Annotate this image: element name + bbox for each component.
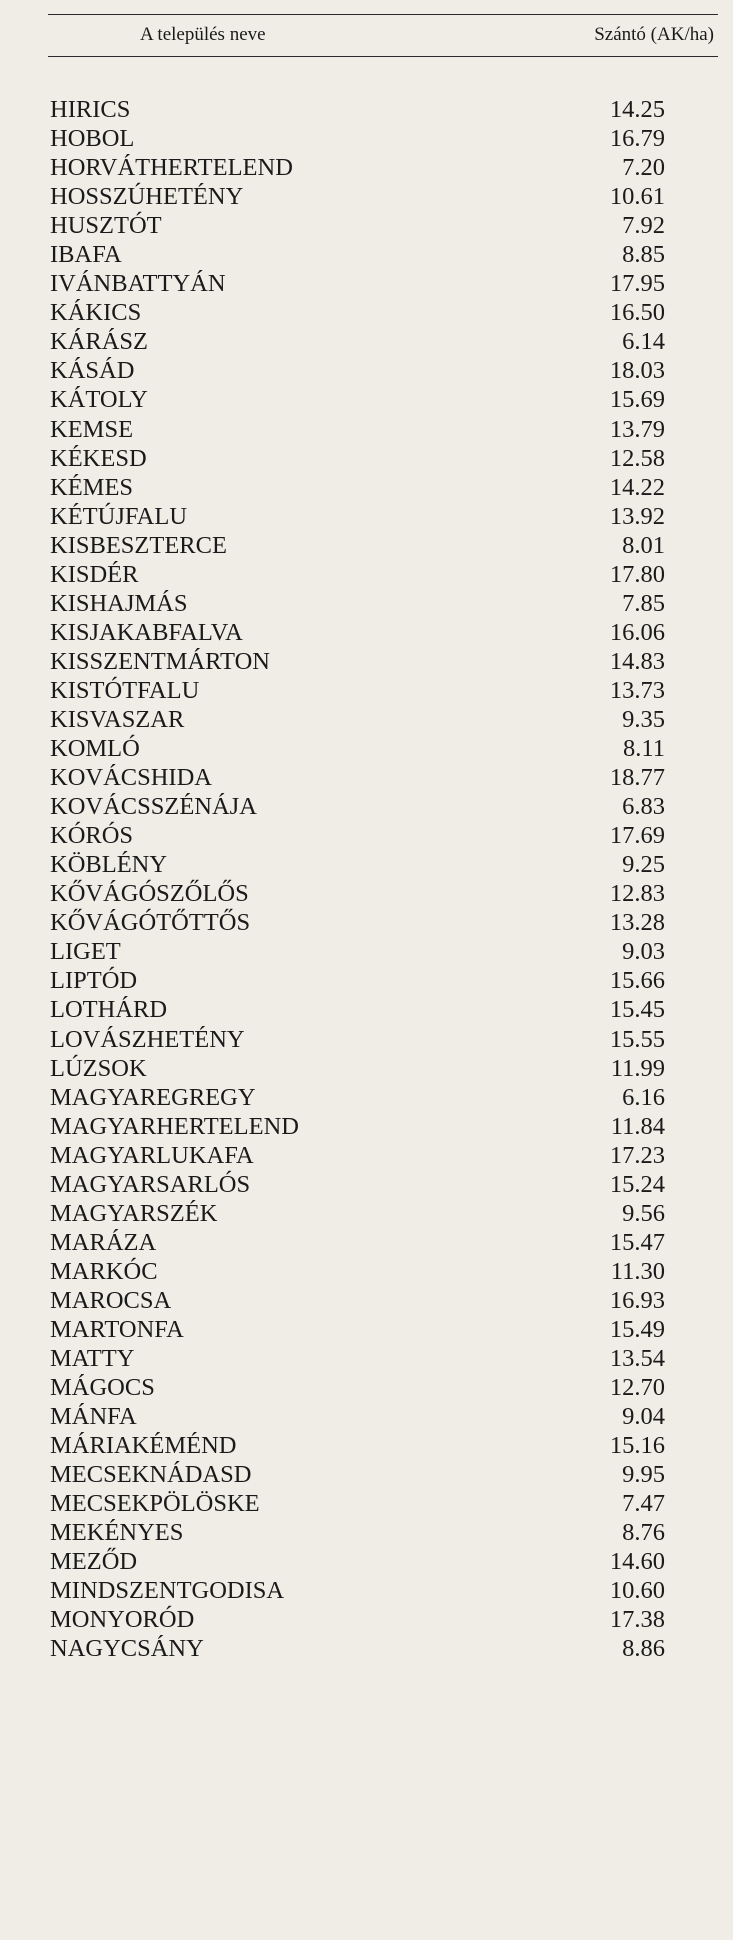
settlement-name: MARÁZA	[50, 1228, 157, 1256]
settlement-name: NAGYCSÁNY	[50, 1635, 204, 1663]
table-row	[0, 1576, 733, 1605]
table-row	[0, 1257, 733, 1286]
settlement-name: KÉTÚJFALU	[50, 502, 188, 530]
header-arable-value: Szántó (AK/ha)	[594, 24, 714, 45]
arable-value: 6.83	[622, 793, 665, 821]
settlement-name: MAGYARLUKAFA	[50, 1141, 254, 1169]
arable-value: 9.04	[622, 1403, 665, 1431]
settlement-name: MÁGOCS	[50, 1374, 155, 1402]
table-row	[0, 211, 733, 240]
settlement-name: KÁSÁD	[50, 357, 135, 385]
arable-value: 15.16	[609, 1432, 665, 1460]
arable-value: 12.70	[609, 1374, 665, 1402]
table-row	[0, 618, 733, 647]
settlement-name: MECSEKNÁDASD	[50, 1461, 252, 1489]
arable-value: 9.95	[622, 1461, 665, 1489]
settlement-name: HUSZTÓT	[50, 212, 162, 240]
settlement-name: MAROCSA	[50, 1286, 172, 1314]
table-row	[0, 356, 733, 385]
settlement-name: IBAFA	[50, 241, 122, 269]
settlement-name: HORVÁTHERTELEND	[50, 154, 293, 182]
arable-value: 15.47	[609, 1228, 665, 1256]
table-row	[0, 502, 733, 531]
table-row	[0, 966, 733, 995]
table-row	[0, 1518, 733, 1547]
arable-value: 11.30	[610, 1257, 665, 1285]
settlement-name: KÉMES	[50, 473, 134, 501]
table-row	[0, 995, 733, 1024]
table-body	[0, 95, 733, 1664]
table-row	[0, 1141, 733, 1170]
arable-value: 7.47	[622, 1490, 665, 1518]
arable-value: 18.03	[609, 357, 665, 385]
table-row	[0, 1634, 733, 1663]
table-row	[0, 879, 733, 908]
arable-value: 9.35	[622, 705, 665, 733]
settlement-name: KOVÁCSHIDA	[50, 764, 212, 792]
table-row	[0, 821, 733, 850]
arable-value: 14.25	[609, 96, 665, 123]
table-row	[0, 1402, 733, 1431]
arable-value: 6.14	[622, 328, 665, 356]
table-row	[0, 1460, 733, 1489]
settlement-name: KÉKESD	[50, 444, 147, 472]
settlement-name: MÁRIAKÉMÉND	[50, 1432, 237, 1460]
settlement-name: KISVASZAR	[50, 705, 185, 733]
arable-value: 17.80	[609, 560, 665, 588]
table-top-rule	[48, 14, 718, 15]
settlement-name: KÖBLÉNY	[50, 851, 168, 879]
arable-value: 17.69	[609, 822, 665, 850]
arable-value: 15.24	[609, 1170, 665, 1198]
arable-value: 10.60	[609, 1577, 665, 1605]
table-row	[0, 153, 733, 182]
arable-value: 15.69	[609, 386, 665, 414]
table-row	[0, 1547, 733, 1576]
table-row	[0, 908, 733, 937]
arable-value: 8.01	[622, 531, 665, 559]
settlement-name: MAGYAREGREGY	[50, 1083, 256, 1111]
arable-value: 8.11	[623, 735, 665, 763]
settlement-name: LOVÁSZHETÉNY	[50, 1025, 245, 1053]
table-row	[0, 1025, 733, 1054]
settlement-name: KISTÓTFALU	[50, 676, 200, 704]
arable-value: 7.20	[622, 154, 665, 182]
table-row	[0, 95, 733, 124]
settlement-name: HOSSZÚHETÉNY	[50, 183, 244, 211]
arable-value: 13.28	[609, 909, 665, 937]
settlement-name: HIRICS	[50, 96, 131, 123]
header-settlement-name: A település neve	[140, 24, 266, 45]
table-row	[0, 1083, 733, 1112]
arable-value: 17.38	[609, 1606, 665, 1634]
table-row	[0, 385, 733, 414]
settlement-name: KEMSE	[50, 415, 134, 443]
arable-value: 14.83	[609, 647, 665, 675]
table-header	[48, 24, 718, 50]
settlement-name: MÁNFA	[50, 1403, 137, 1431]
arable-value: 15.45	[609, 996, 665, 1024]
arable-value: 6.16	[622, 1083, 665, 1111]
arable-value: 14.22	[609, 473, 665, 501]
settlement-name: KOVÁCSSZÉNÁJA	[50, 793, 257, 821]
settlement-name: MATTY	[50, 1345, 135, 1373]
table-header-rule	[48, 56, 718, 57]
table-row	[0, 1344, 733, 1373]
table-row	[0, 763, 733, 792]
table-row	[0, 560, 733, 589]
table-row	[0, 298, 733, 327]
settlement-name: KISDÉR	[50, 560, 139, 588]
table-row	[0, 1489, 733, 1518]
arable-value: 13.54	[609, 1345, 665, 1373]
settlement-name: KISBESZTERCE	[50, 531, 227, 559]
arable-value: 12.83	[609, 880, 665, 908]
settlement-name: KÁKICS	[50, 299, 142, 327]
arable-value: 9.56	[622, 1199, 665, 1227]
settlement-name: MARTONFA	[50, 1315, 184, 1343]
settlement-name: LIPTÓD	[50, 967, 138, 995]
settlement-name: KŐVÁGÓSZŐLŐS	[50, 880, 249, 908]
arable-value: 18.77	[609, 764, 665, 792]
table-row	[0, 792, 733, 821]
arable-value: 7.85	[622, 589, 665, 617]
table-row	[0, 1112, 733, 1141]
arable-value: 13.73	[609, 676, 665, 704]
settlement-name: MECSEKPÖLÖSKE	[50, 1490, 260, 1518]
settlement-name: LIGET	[50, 938, 121, 966]
settlement-name: KÁRÁSZ	[50, 328, 149, 356]
arable-value: 17.23	[609, 1141, 665, 1169]
arable-value: 14.60	[609, 1548, 665, 1576]
arable-value: 10.61	[609, 183, 665, 211]
settlement-name: MAGYARHERTELEND	[50, 1112, 299, 1140]
table-row	[0, 1170, 733, 1199]
settlement-name: MONYORÓD	[50, 1606, 195, 1634]
settlement-name: KOMLÓ	[50, 735, 140, 763]
table-row	[0, 705, 733, 734]
table-row	[0, 1286, 733, 1315]
table-row	[0, 1605, 733, 1634]
settlement-name: HOBOL	[50, 125, 135, 153]
arable-value: 15.66	[609, 967, 665, 995]
settlement-name: KÓRÓS	[50, 822, 134, 850]
table-row	[0, 589, 733, 618]
settlement-name: MAGYARSARLÓS	[50, 1170, 251, 1198]
table-row	[0, 1431, 733, 1460]
table-row	[0, 1199, 733, 1228]
settlement-name: KISSZENTMÁRTON	[50, 647, 270, 675]
settlement-name: KÁTOLY	[50, 386, 148, 414]
table-row	[0, 1373, 733, 1402]
arable-value: 16.50	[609, 299, 665, 327]
table-row	[0, 327, 733, 356]
table-row	[0, 473, 733, 502]
arable-value: 16.79	[609, 125, 665, 153]
settlement-name: KŐVÁGÓTŐTTŐS	[50, 909, 251, 937]
settlement-name: IVÁNBATTYÁN	[50, 270, 226, 298]
table-row	[0, 531, 733, 560]
arable-value: 9.03	[622, 938, 665, 966]
arable-value: 13.92	[609, 502, 665, 530]
arable-value: 11.99	[610, 1054, 665, 1082]
arable-value: 8.85	[622, 241, 665, 269]
table-row	[0, 124, 733, 153]
table-row	[0, 1228, 733, 1257]
settlement-name: LOTHÁRD	[50, 996, 168, 1024]
table-row	[0, 937, 733, 966]
settlement-name: KISJAKABFALVA	[50, 618, 243, 646]
table-row	[0, 415, 733, 444]
arable-value: 8.86	[622, 1635, 665, 1663]
settlement-name: LÚZSOK	[50, 1054, 147, 1082]
settlement-name: MEKÉNYES	[50, 1519, 184, 1547]
settlement-name: MINDSZENTGODISA	[50, 1577, 285, 1605]
table-row	[0, 240, 733, 269]
table-row	[0, 1315, 733, 1344]
settlement-name: MEZŐD	[50, 1548, 138, 1576]
arable-value: 16.93	[609, 1286, 665, 1314]
arable-value: 11.84	[610, 1112, 665, 1140]
settlement-name: KISHAJMÁS	[50, 589, 188, 617]
arable-value: 15.49	[609, 1315, 665, 1343]
table-row	[0, 734, 733, 763]
table-row	[0, 676, 733, 705]
arable-value: 9.25	[622, 851, 665, 879]
arable-value: 17.95	[609, 270, 665, 298]
arable-value: 12.58	[609, 444, 665, 472]
arable-value: 8.76	[622, 1519, 665, 1547]
arable-value: 16.06	[609, 618, 665, 646]
table-row	[0, 269, 733, 298]
table-row	[0, 647, 733, 676]
table-row	[0, 444, 733, 473]
table-row	[0, 850, 733, 879]
arable-value: 15.55	[609, 1025, 665, 1053]
settlement-name: MAGYARSZÉK	[50, 1199, 218, 1227]
arable-value: 13.79	[609, 415, 665, 443]
arable-value: 7.92	[622, 212, 665, 240]
settlement-name: MARKÓC	[50, 1257, 158, 1285]
table-row	[0, 182, 733, 211]
table-row	[0, 1054, 733, 1083]
